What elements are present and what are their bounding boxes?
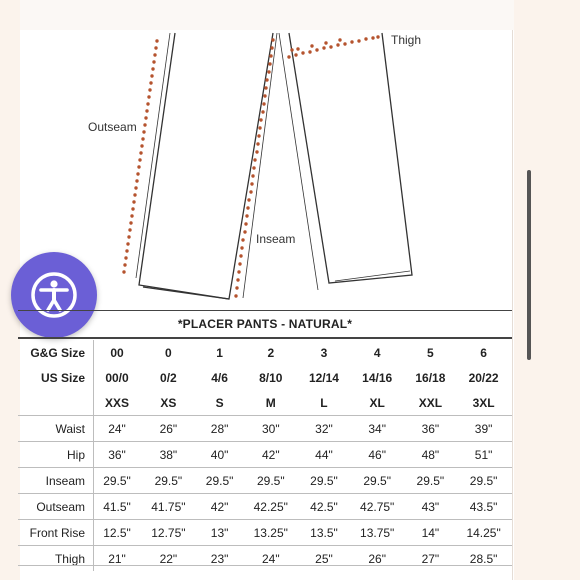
size-header-row: [18, 390, 512, 416]
table-cell: 38": [140, 442, 197, 468]
row-label: Inseam: [18, 468, 94, 494]
row-label: Hip: [18, 442, 94, 468]
table-cell: 8/10: [259, 370, 283, 385]
table-cell: 39": [455, 416, 512, 442]
table-cell: 21": [94, 546, 141, 572]
table-cell: 3XL: [472, 395, 495, 410]
table-cell: 42.5": [299, 494, 349, 520]
table-cell: 4: [373, 345, 381, 360]
table-row: [18, 520, 512, 546]
table-cell: 12.75": [140, 520, 197, 546]
table-cell: 41.75": [140, 494, 197, 520]
table-cell: 36": [406, 416, 456, 442]
table-cell: 13.5": [299, 520, 349, 546]
table-cell: 5: [427, 345, 434, 360]
table-cell: 29.5": [140, 468, 197, 494]
table-cell: XL: [369, 395, 385, 410]
table-cell: L: [320, 395, 328, 410]
table-cell: 36": [94, 442, 141, 468]
table-cell: 29.5": [455, 468, 512, 494]
table-cell: 0: [165, 345, 172, 360]
table-cell: 42.75": [349, 494, 406, 520]
table-cell: 25": [299, 546, 349, 572]
size-header-row: [18, 365, 512, 390]
row-label: Outseam: [18, 494, 94, 520]
table-cell: 2: [267, 345, 275, 360]
table-cell: 12.5": [94, 520, 141, 546]
table-cell: 28": [197, 416, 243, 442]
table-cell: 13.75": [349, 520, 406, 546]
table-cell: 27": [406, 546, 456, 572]
table-bottom-divider: [18, 565, 512, 566]
right-frame: [514, 0, 580, 580]
right-frame-border: [512, 30, 513, 580]
table-cell: 29.5": [349, 468, 406, 494]
table-cell: 6: [480, 345, 487, 360]
outseam-label: Outseam: [88, 120, 137, 134]
table-cell: 28.5": [455, 546, 512, 572]
row-label: US Size: [18, 365, 94, 390]
table-cell: 41.5": [94, 494, 141, 520]
table-cell: 43.5": [455, 494, 512, 520]
table-cell: 46": [349, 442, 406, 468]
size-table: [18, 340, 512, 571]
table-cell: M: [265, 395, 276, 410]
size-chart-title: *PLACER PANTS - NATURAL*: [18, 310, 512, 335]
table-cell: 42": [242, 442, 299, 468]
table-cell: 3: [320, 345, 328, 360]
table-cell: 42": [197, 494, 243, 520]
table-cell: 42.25": [242, 494, 299, 520]
table-cell: 32": [299, 416, 349, 442]
table-cell: 34": [349, 416, 406, 442]
table-cell: 24": [94, 416, 141, 442]
thigh-label: Thigh: [391, 33, 422, 47]
inseam-label: Inseam: [256, 232, 296, 246]
table-cell: 30": [242, 416, 299, 442]
table-cell: 1: [216, 345, 223, 360]
table-cell: 29.5": [299, 468, 349, 494]
table-cell: 24": [242, 546, 299, 572]
table-row: [18, 468, 512, 494]
table-row: [18, 494, 512, 520]
table-cell: 48": [406, 442, 456, 468]
table-cell: 29.5": [406, 468, 456, 494]
table-cell: 14.25": [455, 520, 512, 546]
table-cell: 22": [140, 546, 197, 572]
table-cell: 26": [140, 416, 197, 442]
table-row: [18, 546, 512, 572]
table-cell: 23": [197, 546, 243, 572]
row-label: Waist: [18, 416, 94, 442]
size-header-row: [18, 340, 512, 365]
table-cell: 44": [299, 442, 349, 468]
table-cell: 00: [110, 345, 124, 360]
table-cell: 29.5": [242, 468, 299, 494]
table-cell: 4/6: [211, 370, 228, 385]
table-cell: XXS: [105, 395, 130, 410]
table-cell: 43": [406, 494, 456, 520]
row-label: [18, 390, 94, 416]
row-label: Front Rise: [18, 520, 94, 546]
table-cell: 26": [349, 546, 406, 572]
title-divider: [18, 337, 512, 339]
size-chart: [18, 310, 512, 580]
table-cell: XXL: [418, 395, 443, 410]
scrollbar-thumb[interactable]: [527, 170, 531, 360]
table-cell: 40": [197, 442, 243, 468]
table-cell: XS: [160, 395, 177, 410]
table-cell: 00/0: [105, 370, 129, 385]
row-label: Thigh: [18, 546, 94, 572]
table-cell: S: [215, 395, 224, 410]
table-cell: 14": [406, 520, 456, 546]
table-cell: 51": [455, 442, 512, 468]
row-label: G&G Size: [18, 340, 94, 365]
table-cell: 0/2: [160, 370, 177, 385]
table-row: [18, 442, 512, 468]
table-cell: 20/22: [468, 370, 499, 385]
table-cell: 14/16: [362, 370, 393, 385]
table-cell: 13": [197, 520, 243, 546]
table-cell: 29.5": [94, 468, 141, 494]
table-cell: 16/18: [415, 370, 446, 385]
table-row: [18, 416, 512, 442]
table-cell: 12/14: [308, 370, 339, 385]
table-cell: 13.25": [242, 520, 299, 546]
table-cell: 29.5": [197, 468, 243, 494]
